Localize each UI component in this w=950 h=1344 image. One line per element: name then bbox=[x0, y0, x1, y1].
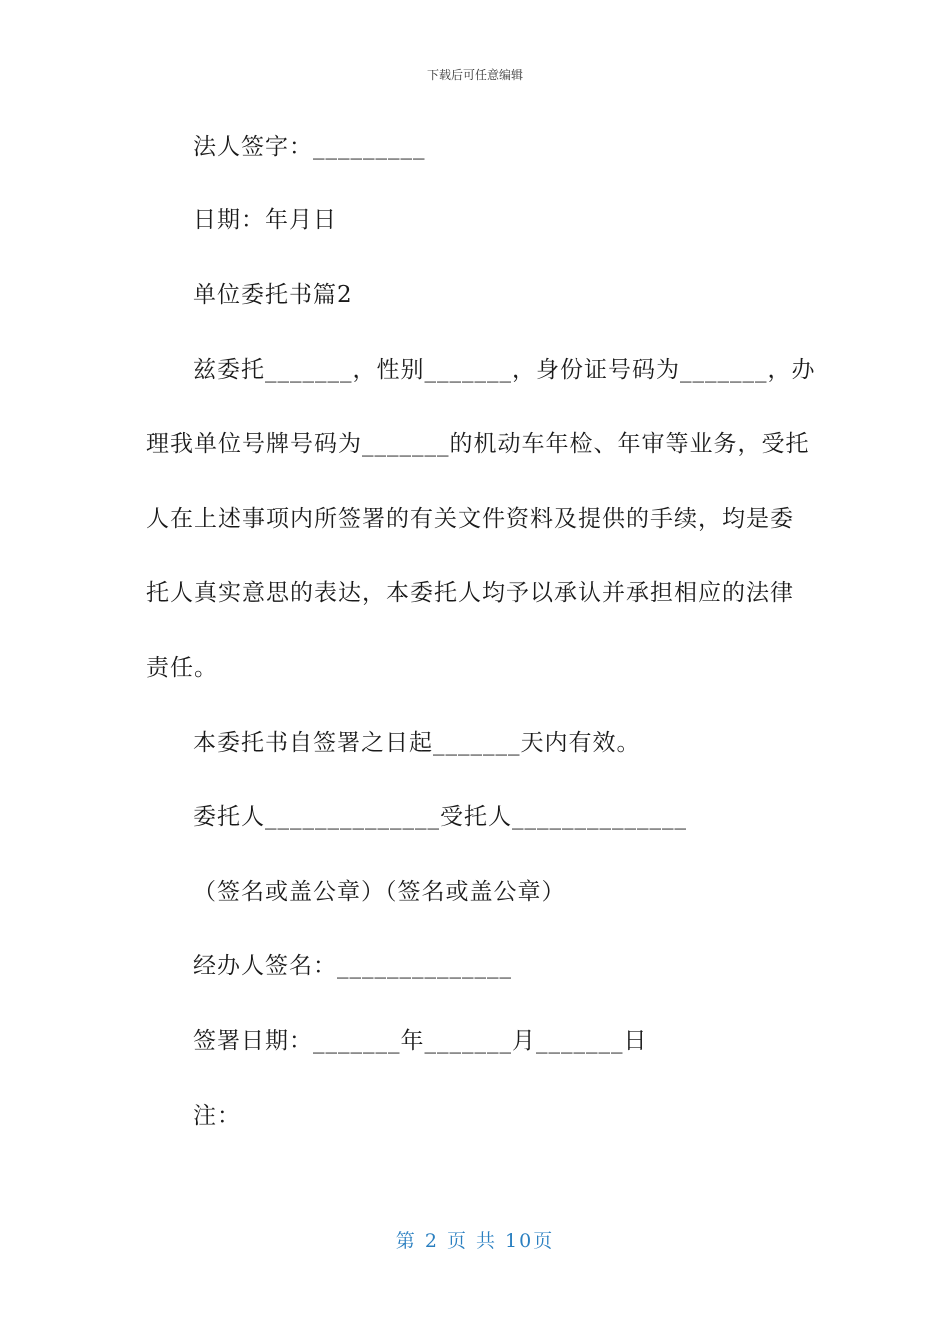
seal-note-line: （签名或盖公章）（签名或盖公章） bbox=[193, 879, 566, 905]
signing-date-line: 签署日期：_______年_______月_______日 bbox=[193, 1028, 648, 1054]
date-line: 日期：年月日 bbox=[193, 207, 337, 233]
note-label: 注： bbox=[193, 1103, 241, 1129]
paragraph-line-3: 人在上述事项内所签署的有关文件资料及提供的手续，均是委 bbox=[146, 506, 794, 532]
paragraph-line-5: 责任。 bbox=[146, 655, 218, 681]
validity-line: 本委托书自签署之日起_______天内有效。 bbox=[193, 730, 641, 756]
header-note: 下载后可任意编辑 bbox=[426, 68, 523, 82]
paragraph-line-1: 兹委托_______，性别_______，身份证号码为_______，办 bbox=[193, 357, 816, 383]
page-number: 第 2 页 共 10页 bbox=[395, 1230, 555, 1252]
principal-agent-line: 委托人______________受托人______________ bbox=[193, 804, 687, 830]
paragraph-line-2: 理我单位号牌号码为_______的机动车年检、年审等业务，受托 bbox=[146, 431, 810, 457]
section-heading: 单位委托书篇2 bbox=[193, 282, 353, 308]
paragraph-line-4: 托人真实意思的表达，本委托人均予以承认并承担相应的法律 bbox=[146, 580, 794, 606]
handler-signature-line: 经办人签名：______________ bbox=[193, 953, 512, 979]
legal-signature-line: 法人签字：_________ bbox=[193, 134, 426, 160]
